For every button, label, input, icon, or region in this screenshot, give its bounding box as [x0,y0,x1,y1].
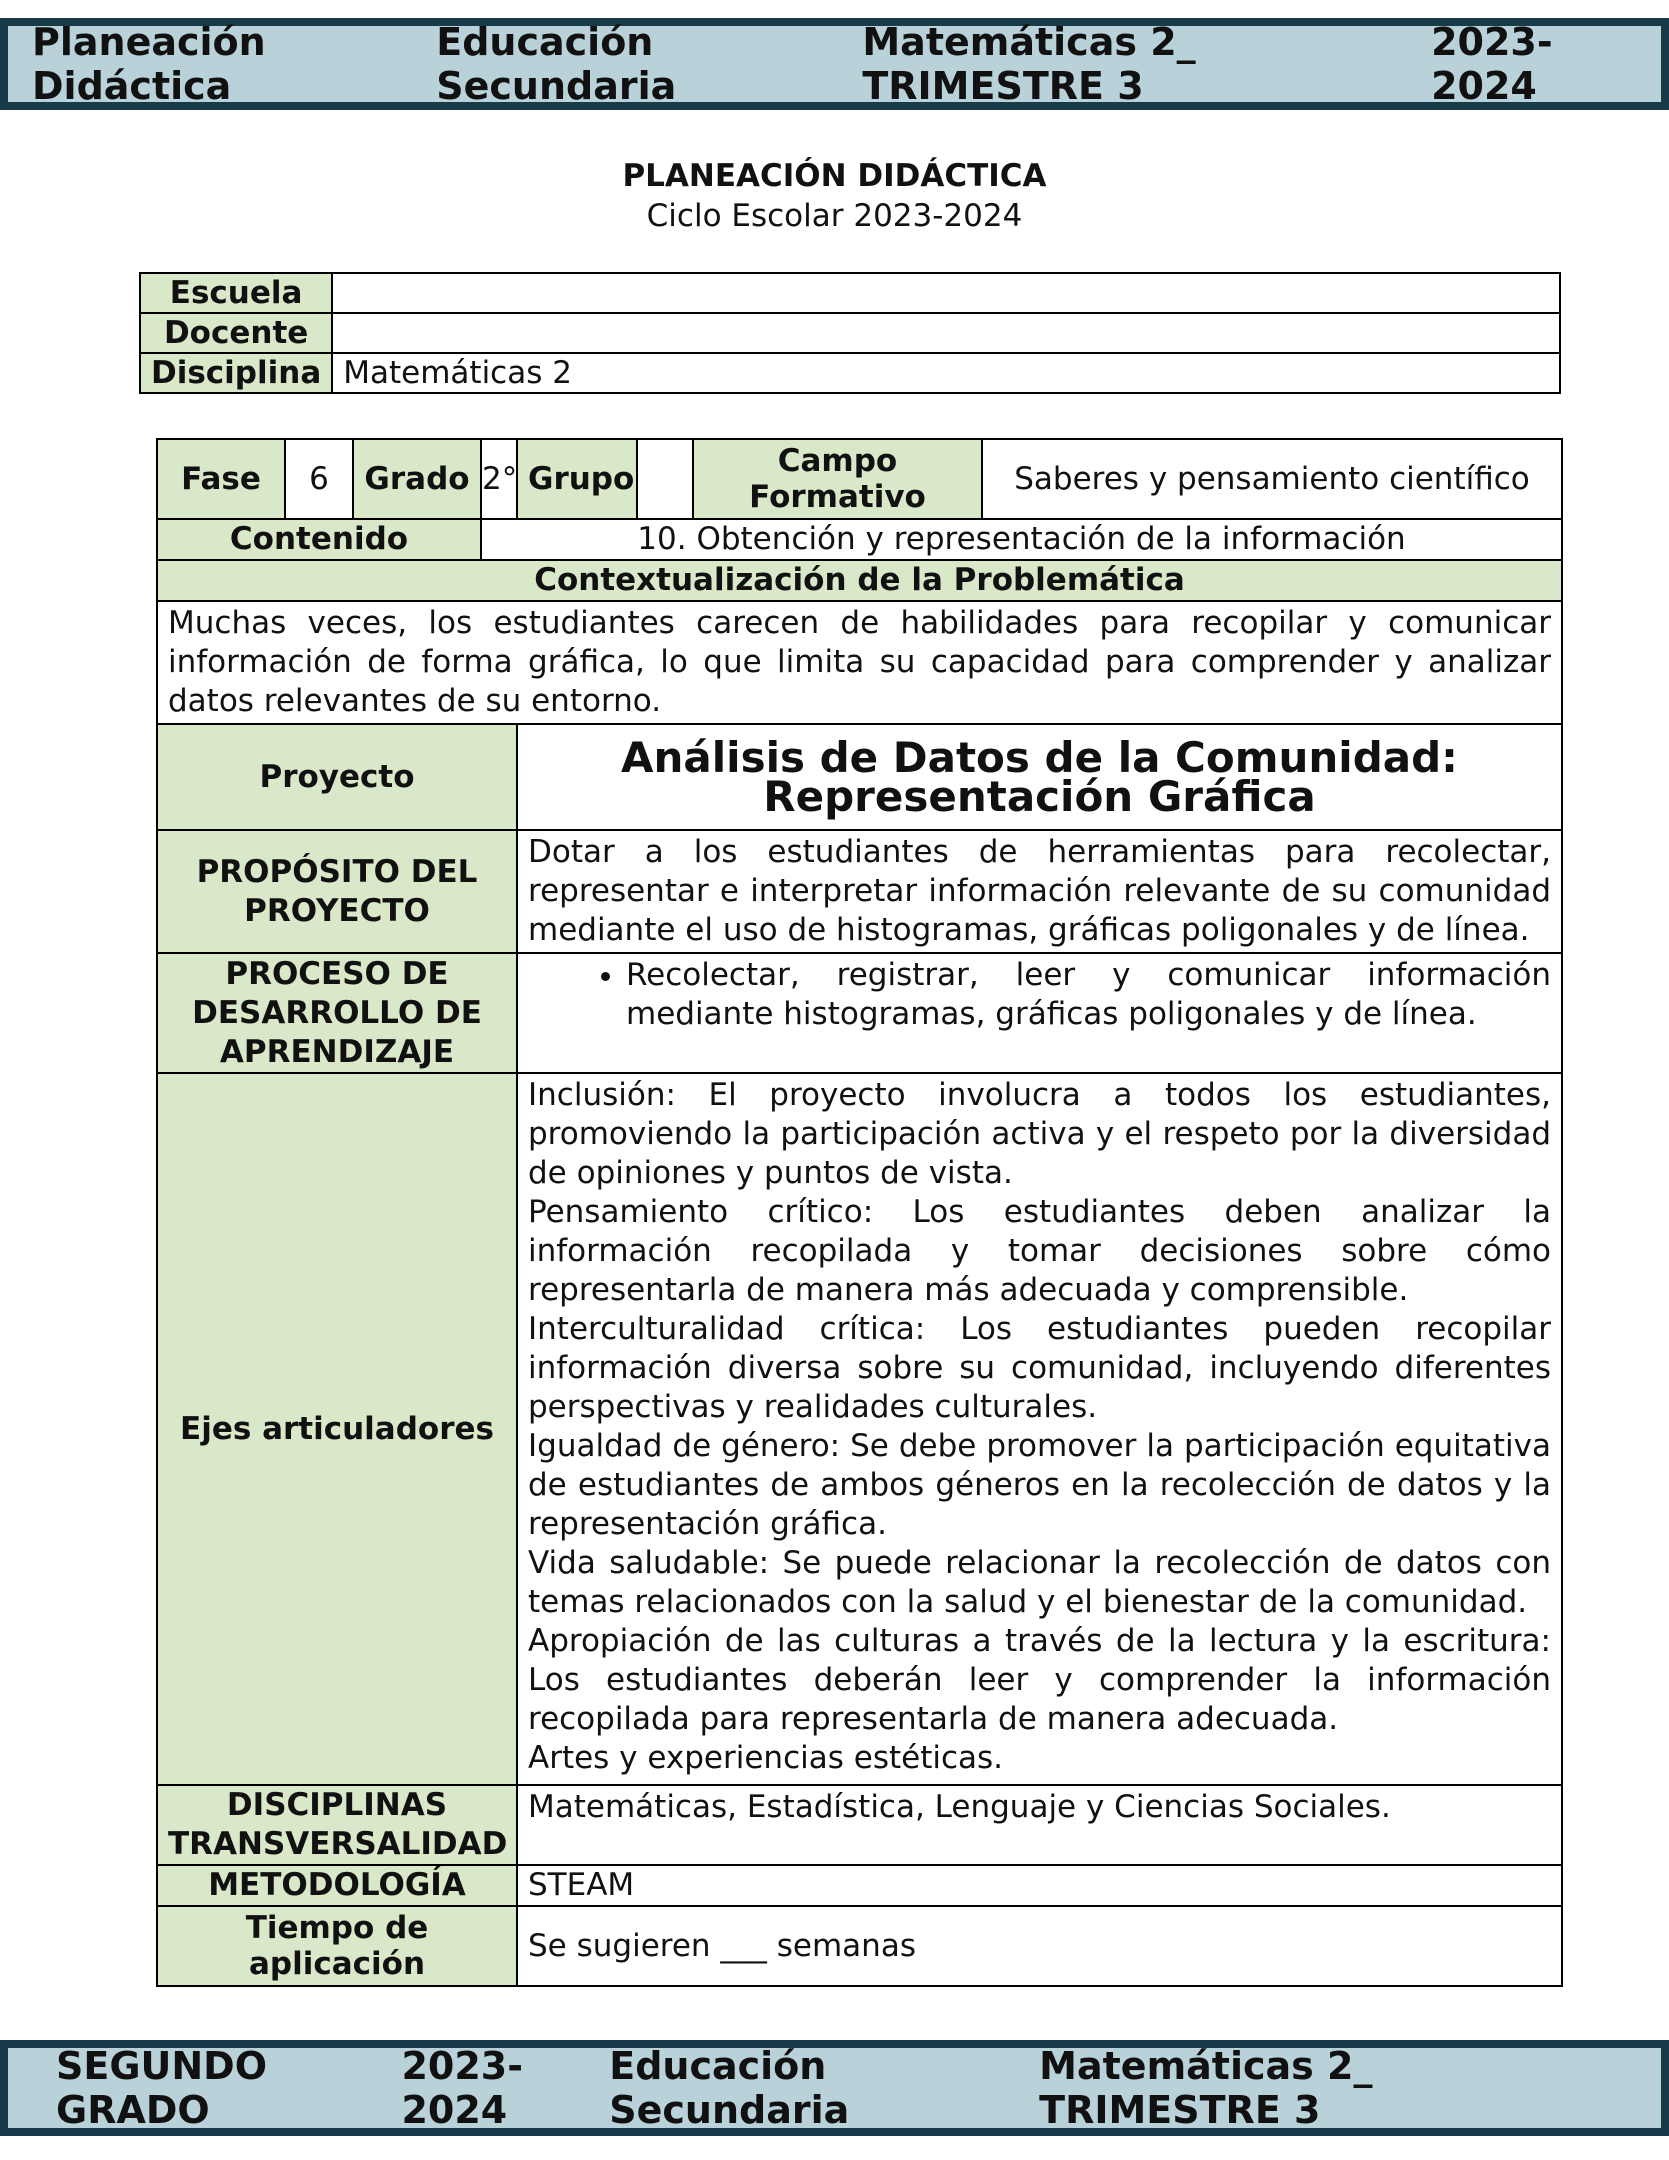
contenido-value: 10. Obtención y representación de la información [481,519,1562,560]
info-table [139,272,1561,394]
grupo-label: Grupo [517,439,637,519]
proyecto-label: Proyecto [157,724,517,830]
escuela-label: Escuela [140,273,332,313]
title-sub: Ciclo Escolar 2023-2024 [646,198,1023,234]
ejes-cell [517,1073,1562,1785]
row-ejes [157,1073,1562,1785]
info-row-escuela [140,273,1560,313]
plan-table [156,438,1563,1987]
fase-value: 6 [285,439,353,519]
row-metodologia [157,1865,1562,1906]
eje-item: Inclusión: El proyecto involucra a todos los estudiantes, promoviendo la participación activa y el respeto por la diversidad de opiniones y puntos de vista. [528,1077,1551,1191]
proyecto-title [517,724,1562,830]
contenido-label: Contenido [157,519,481,560]
footer-item-ciclo: 2023-2024 [401,2044,524,2132]
proposito-label: PROPÓSITO DEL PROYECTO [157,830,517,953]
footer-banner [0,2040,1669,2136]
grado-value: 2° [481,439,517,519]
row-contexto-header [157,560,1562,601]
proceso-label: PROCESO DE DESARROLLO DE APRENDIZAJE [157,953,517,1073]
metodologia-label: METODOLOGÍA [157,1865,517,1906]
proceso-list [528,956,1551,1034]
eje-item: Interculturalidad crítica: Los estudiantes pueden recopilar información diversa sobre su comunidad, incluyendo diferentes perspectivas y realidades culturales. [528,1311,1551,1425]
header-banner [0,18,1669,110]
docente-field[interactable] [332,313,1560,353]
info-row-disciplina [140,353,1560,393]
disciplinas-value: Matemáticas, Estadística, Lenguaje y Ciencias Sociales. [517,1785,1562,1865]
escuela-field[interactable] [332,273,1560,313]
eje-item: Artes y experiencias estéticas. [528,1740,1004,1776]
disciplina-label: Disciplina [140,353,332,393]
row-proyecto [157,724,1562,830]
footer-item-grado: SEGUNDO GRADO [56,2044,268,2132]
row-proceso [157,953,1562,1073]
contexto-label: Contextualización de la Problemática [157,560,1562,601]
header-item-ciclo: 2023-2024 [1431,20,1553,108]
eje-item: Pensamiento crítico: Los estudiantes deben analizar la información recopilada y tomar decisiones sobre cómo representarla de manera más adecuada y comprensible. [528,1194,1551,1308]
footer-item-nivel: Educación Secundaria [609,2044,850,2132]
proceso-item: • Recolectar, registrar, leer y comunicar información mediante histogramas, gráficas poligonales y de línea. [626,956,1551,1034]
row-tiempo [157,1906,1562,1986]
campo-value: Saberes y pensamiento científico [982,439,1562,519]
eje-item: Igualdad de género: Se debe promover la participación equitativa de estudiantes de ambos géneros en la recolección de datos y la representación gráfica. [528,1428,1551,1542]
proceso-cell [517,953,1562,1073]
footer-item-materia: Matemáticas 2_ TRIMESTRE 3 [1039,2044,1373,2132]
proyecto-title-line1: Análisis de Datos de la Comunidad: [621,733,1458,782]
metodologia-value: STEAM [517,1865,1562,1906]
grupo-value[interactable] [637,439,693,519]
docente-label: Docente [140,313,332,353]
proyecto-title-line2: Representación Gráfica [763,772,1316,821]
tiempo-value: Se sugieren ___ semanas [517,1906,1562,1986]
row-fase [157,439,1562,519]
row-contexto-text [157,601,1562,724]
title-main: PLANEACIÓN DIDÁCTICA [622,158,1047,194]
ejes-label: Ejes articuladores [157,1073,517,1785]
info-row-docente [140,313,1560,353]
campo-label: Campo Formativo [693,439,982,519]
eje-item: Apropiación de las culturas a través de la lectura y la escritura: Los estudiantes deberán leer y comprender la información recopilada para representarla de manera adecuada. [528,1623,1551,1737]
eje-item: Vida saludable: Se puede relacionar la recolección de datos con temas relacionados con la salud y el bienestar de la comunidad. [528,1545,1551,1620]
header-item-materia: Matemáticas 2_ TRIMESTRE 3 [862,20,1196,108]
header-item-planeacion: Planeación Didáctica [32,20,266,108]
header-item-nivel: Educación Secundaria [436,20,677,108]
row-disciplinas [157,1785,1562,1865]
disciplina-field[interactable]: Matemáticas 2 [332,353,1560,393]
proposito-text: Dotar a los estudiantes de herramientas para recolectar, representar e interpretar información relevante de su comunidad mediante el uso de histogramas, gráficas poligonales y de línea. [517,830,1562,953]
disciplinas-label: DISCIPLINAS TRANSVERSALIDAD [157,1785,517,1865]
fase-label: Fase [157,439,285,519]
document-title [0,156,1669,236]
contexto-text: Muchas veces, los estudiantes carecen de habilidades para recopilar y comunicar información de forma gráfica, lo que limita su capacidad para comprender y analizar datos relevantes de su entorno. [157,601,1562,724]
grado-label: Grado [353,439,481,519]
row-proposito [157,830,1562,953]
row-contenido [157,519,1562,560]
tiempo-label: Tiempo de aplicación [157,1906,517,1986]
